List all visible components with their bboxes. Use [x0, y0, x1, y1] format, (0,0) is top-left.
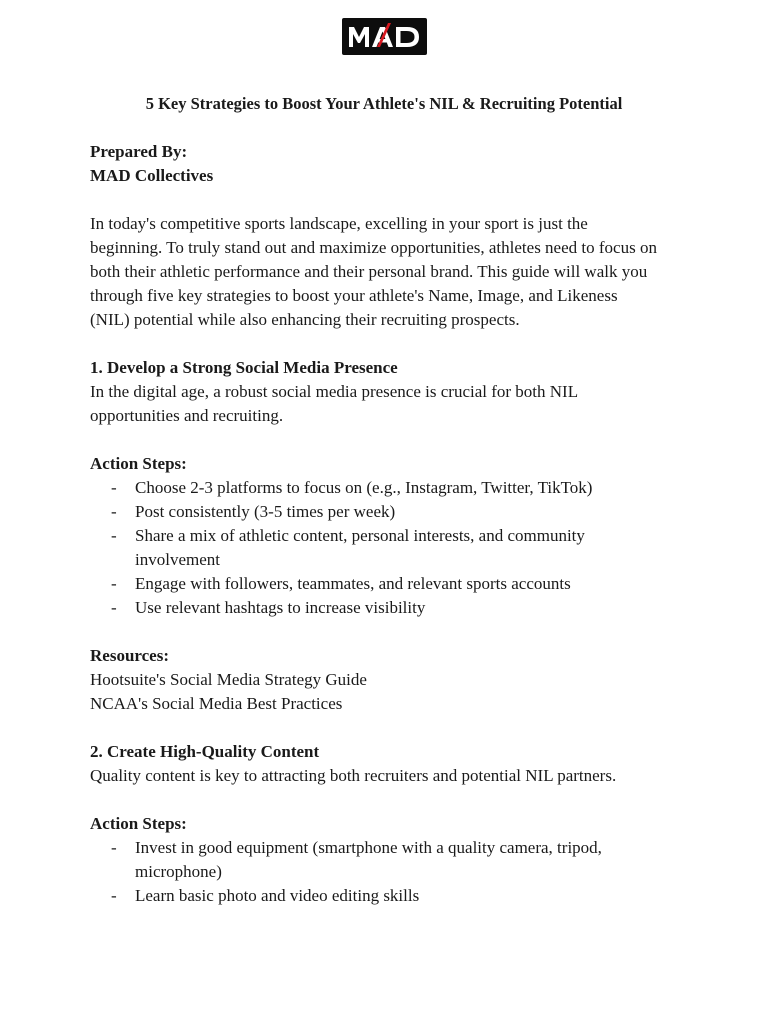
list-item-text: Engage with followers, teammates, and relevant sports accounts	[135, 574, 571, 593]
intro-line: beginning. To truly stand out and maximize opportunities, athletes need to focus on	[90, 238, 657, 257]
mad-logo-mark	[342, 18, 427, 55]
list-item-text: Invest in good equipment (smartphone with a quality camera, tripod,	[135, 838, 602, 857]
list-item-continuation: microphone)	[135, 862, 222, 881]
list-item-continuation: involvement	[135, 550, 220, 569]
document-title: 5 Key Strategies to Boost Your Athlete's NIL & Recruiting Potential	[145, 94, 623, 113]
intro-line: (NIL) potential while also enhancing their recruiting prospects.	[90, 310, 520, 329]
intro-line: through five key strategies to boost your athlete's Name, Image, and Likeness	[90, 286, 618, 305]
section-1-action-label: Action Steps:	[90, 454, 187, 473]
intro-line: In today's competitive sports landscape, excelling in your sport is just the	[90, 214, 588, 233]
list-item-text: Choose 2-3 platforms to focus on (e.g., Instagram, Twitter, TikTok)	[135, 478, 593, 497]
section-2-heading: 2. Create High-Quality Content	[90, 742, 320, 761]
list-item-text: Post consistently (3-5 times per week)	[135, 502, 396, 521]
bullet-dash: -	[111, 526, 117, 545]
section-1-body: opportunities and recruiting.	[90, 406, 284, 425]
list-item-text: Learn basic photo and video editing skills	[135, 886, 420, 905]
bullet-dash: -	[111, 502, 117, 521]
resource-item: Hootsuite's Social Media Strategy Guide	[90, 670, 367, 689]
list-item	[111, 524, 585, 548]
section-1-resources-label: Resources:	[90, 646, 169, 665]
list-item	[111, 596, 425, 620]
section-1-heading: 1. Develop a Strong Social Media Presence	[90, 358, 398, 377]
section-2-body: Quality content is key to attracting both recruiters and potential NIL partners.	[90, 766, 617, 785]
bullet-dash: -	[111, 574, 117, 593]
bullet-dash: -	[111, 478, 117, 497]
list-item	[111, 500, 395, 524]
list-item	[111, 884, 419, 908]
list-item	[111, 572, 571, 596]
resource-item: NCAA's Social Media Best Practices	[90, 694, 343, 713]
prepared-by-label: Prepared By:	[90, 142, 188, 161]
list-item-text: Share a mix of athletic content, personal interests, and community	[135, 526, 585, 545]
mad-logo	[342, 18, 427, 55]
list-item	[111, 836, 602, 860]
list-item-text: Use relevant hashtags to increase visibility	[135, 598, 426, 617]
list-item	[111, 476, 592, 500]
bullet-dash: -	[111, 598, 117, 617]
intro-line: both their athletic performance and their personal brand. This guide will walk you	[90, 262, 648, 281]
prepared-by-name: MAD Collectives	[90, 166, 214, 185]
bullet-dash: -	[111, 886, 117, 905]
bullet-dash: -	[111, 838, 117, 857]
section-2-action-label: Action Steps:	[90, 814, 187, 833]
section-1-body: In the digital age, a robust social media presence is crucial for both NIL	[90, 382, 579, 401]
